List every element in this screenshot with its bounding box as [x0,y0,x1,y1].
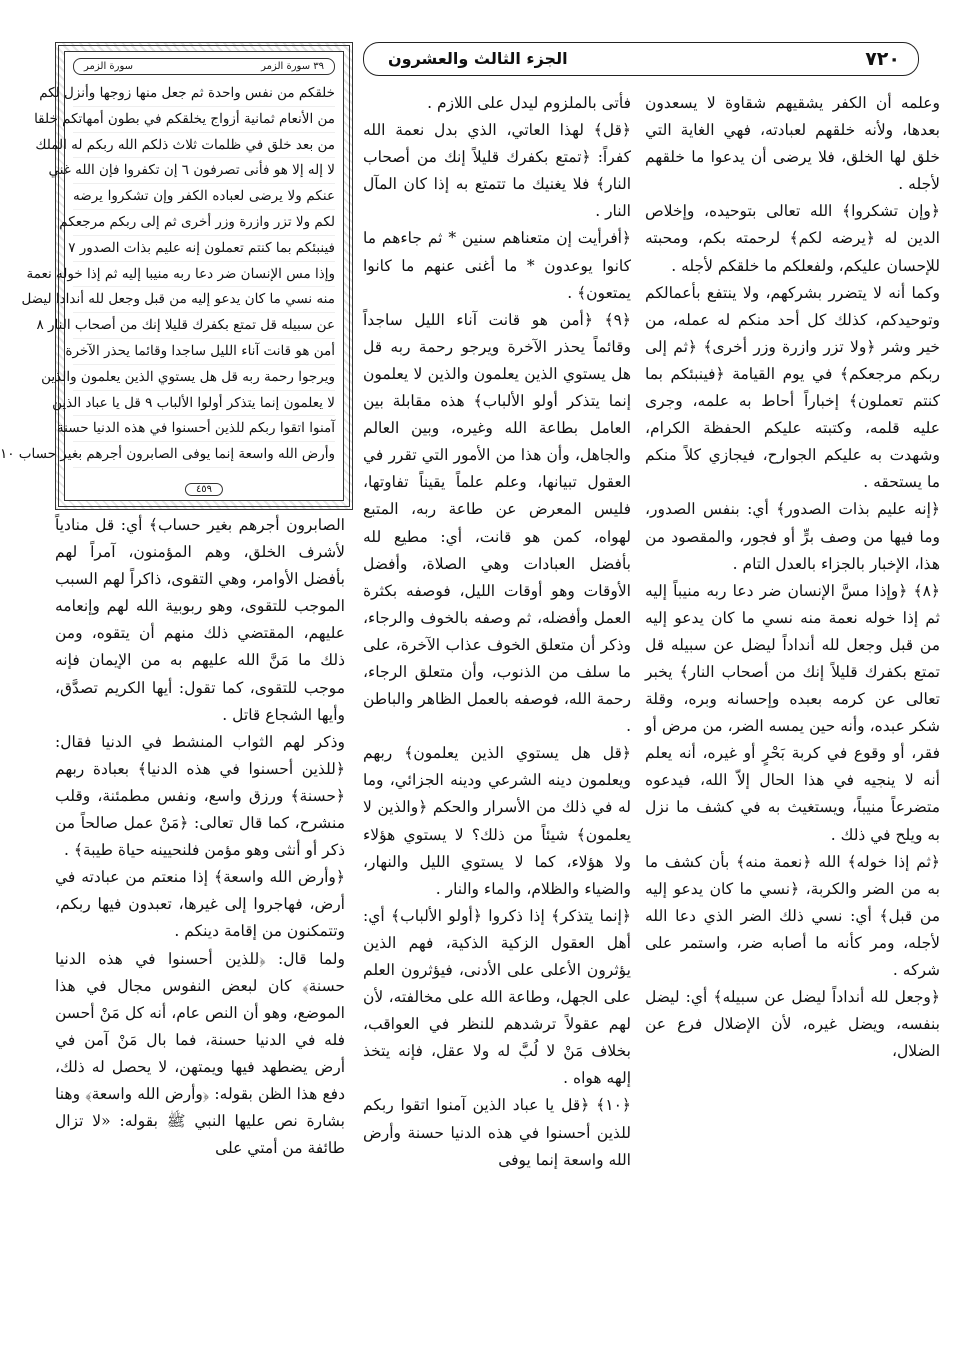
quran-line: أمن هو قانت آناء الليل ساجدا وقائما يحذر الآخرة [73,339,335,365]
page-number: ٧٢٠ [865,48,900,70]
quran-line: ويرجوا رحمة ربه قل هل يستوي الذين يعلمون والذين [73,365,335,391]
column-left [55,512,345,1162]
quran-line: وأرض الله واسعة إنما يوفى الصابرون أجرهم بغير حساب ١٠ [73,442,335,468]
quran-page-number: ٤٥٩ [185,483,223,496]
paragraph: ولما قال: ﴿للذين أحسنوا في هذه الدنيا حسنة﴾ كان لبعض النفوس مجال في هذا الموضع، وهو أن النص عام، أنه كل مَنْ أحسن فله في الدنيا حسنة، فما بال مَنْ آمن في أرض يضطهد فيها ويمتهن، لا يحصل له ذلك، دفع هذا الظن بقوله: ﴿وأرض الله واسعة﴾ وهنا بشارة نص عليها النبي ﷺ بقوله: «لا تزال طائفة من أمتي على [55,949,345,1158]
quran-text-box [0,42,353,510]
paragraph: ﴿٨﴾ ﴿وإذا مسَّ الإنسان ضر دعا ربه منيباً إليه ثم إذا خوله نعمة منه نسي ما كان يدعو إليه من قبل وجعل لله أنداداً ليضل عن سبيله قل تمتع بكفرك قليلاً إنك من أصحاب النار﴾ يخبر تعالى عن كرمه بعبده وإحسانه وبره، وقلة شكر عبده، وأنه حين يمسه الضر، من مرض أو فقر، أو وقوع في كربة بَحْرٍ أو غيره، أنه يعلم أنه لا ينجيه في هذا الحال إلاّ الله، فيدعوه متضرعاً منيباً، ويستغيث به في كشف ما نزل به ويلح في ذلك . [645,581,940,844]
quran-line: خلقكم من نفس واحدة ثم جعل منها زوجها وأنزل لكم [73,81,335,107]
paragraph: ﴿وجعل لله أنداداً ليضل عن سبيله﴾ أي: ليضل بنفسه، ويضل غيره، لأن الإضلال فرع عن الضلال، [645,988,940,1061]
paragraph: ﴿٩﴾ ﴿أمن هو قانت آناء الليل ساجداً وقائماً يحذر الآخرة ويرجو رحمة ربه قل هل يستوي الذين يعلمون والذين لا يعلمون إنما يتذكر أولو الألباب﴾ هذه مقابلة بين العامل بطاعة الله وغيره، وبين العالم والجاهل، وأن هذا من الأمور التي تقرر في العقول تبيانها، وعلم علماً يقيناً تفاوتها، فليس المعرض عن طاعة ربه، المتبع لهواه، كمن هو قانت، أي: مطيع لله بأفضل العبادات وهي الصلاة، وأفضل الأوقات وهو أوقات الليل، فوصفه بكثرة العمل وأفضله، ثم وصفه بالخوف والرجاء، وذكر أن متعلق الخوف عذاب الآخرة، على ما سلف من الذنوب، وأن متعلق الرجاء، رحمة الله، فوصفه بالعمل الظاهر والباطن . [363,310,631,736]
paragraph: ﴿ثم إذا خوله﴾ الله ﴿نعمة منه﴾ بأن كشف ما به من الضر والكربة، ﴿نسي ما كان يدعو إليه من قبل﴾ أي: نسي ذلك الضر الذي دعا الله لأجله، ومر كأنه ما أصابه ضر، واستمر على شركه . [645,852,940,979]
paragraph: وكما أنه لا يتضرر بشركهم، ولا ينتفع بأعمالكم وتوحيدكم، كذلك كل أحد منكم له عمله، من خير وشر ﴿ولا تزر وازرة وزر أخرى﴾ ﴿ثم إلى ربكم مرجعكم﴾ في يوم القيامة ﴿فينبئكم بما كنتم تعملون﴾ إخباراً أحاط به علمه، وجرى عليه قلمه، وكتبته عليكم الحفظة الكرام، وشهدت به عليكم الجوارح، فيجازي كلاً منكم ما يستحقه . [645,283,940,492]
quran-line: وإذا مس الإنسان ضر دعا ربه منيبا إليه ثم إذا خوله نعمة [73,262,335,288]
paragraph: ﴿وأرض الله واسعة﴾ إذا منعتم من عبادته في أرض، فهاجروا إلى غيرها، تعبدون فيها ربكم، وتتمكنون من إقامة دينكم . [55,868,345,941]
column-right [645,90,940,1065]
quran-line: من الأنعام ثمانية أزواج يخلقكم في بطون أمهاتكم خلقا [73,107,335,133]
paragraph: الصابرون أجرهم بغير حساب﴾ أي: قل منادياً لأشرف الخلق، وهم المؤمنون، آمراً لهم بأفضل الأوامر، وهي التقوى، ذاكراً لهم السبب الموجب للتقوى، وهو ربوبية الله لهم وإنعامه عليهم، المقتضي ذلك منهم أن يتقوه، ومن ذلك ما مَنَّ الله عليهم به من الإيمان فإنه موجب للتقوى، كما تقول: أيها الكريم تصدَّق، وأيها الشجاع قاتل . [55,516,345,724]
quran-line: لا إله إلا هو فأنى تصرفون ٦ إن تكفروا فإن الله غني [73,158,335,184]
paragraph: ﴿قل هل يستوي الذين يعلمون﴾ ربهم ويعلمون دينه الشرعي ودينه الجزائي، وما له في ذلك من الأسرار والحكم ﴿والذين لا يعلمون﴾ شيئاً من ذلك؟ لا يستوي هؤلاء ولا هؤلاء، كما لا يستوي الليل والنهار، والضياء والظلام، والماء والنار . [363,744,631,898]
quran-line: لكم ولا تزر وازرة وزر أخرى ثم إلى ربكم مرجعكم [73,210,335,236]
paragraph: ﴿إنه عليم بذات الصدور﴾ أي: بنفس الصدور، وما فيها من وصف برٍّ أو فجور، والمقصود من هذا، الإخبار بالجزاء بالعدل التام . [645,500,940,573]
paragraph: وذكر لهم الثواب المنشط في الدنيا فقال: ﴿للذين أحسنوا في هذه الدنيا﴾ بعبادة ربهم ﴿حسنة﴾ ورزق واسع، ونفس مطمئنة، وقلب منشرح، كما قال تعالى: ﴿مَنْ عمل صالحاً من ذكر أو أنثى وهو مؤمن فلنحيينه حياة طيبة﴾ . [55,732,345,860]
paragraph: ﴿وإن تشكروا﴾ الله تعالى بتوحيده، وإخلاص الدين له ﴿يرضه لكم﴾ لرحمته بكم، ومحبته للإحسان عليكم، ولفعلكم ما خلقكم لأجله . [645,202,940,275]
quran-page-label: ٣٩ سورة الزمر [261,61,324,72]
paragraph: ﴿أفرأيت إن متعناهم سنين * ثم جاءهم ما كانوا يوعدون * ما أغنى عنهم ما كانوا يمتعون﴾ . [363,229,631,302]
quran-box-header [73,58,335,75]
paragraph: ﴿إنما يتذكر﴾ إذا ذكروا ﴿أولو الألباب﴾ أي: أهل العقول الزكية الذكية، فهم الذين يؤثرون الأعلى على الأدنى، فيؤثرون العلم على الجهل، وطاعة الله على مخالفته، لأن لهم عقولاً ترشدهم للنظر في العواقب، بخلاف مَنْ لا لُبَّ له ولا عقل، فإنه يتخذ إلهه هواه . [363,906,631,1088]
paragraph: ﴿قل﴾ لهذا العاتي، الذي بدل نعمة الله كفراً: ﴿تمتع بكفرك قليلاً إنك من أصحاب النار﴾ فلا يغنيك ما تتمتع به إذا كان المآل النار . [363,121,631,221]
paragraph: ﴿١٠﴾ ﴿قل يا عباد الذين آمنوا اتقوا ربكم للذين أحسنوا في هذه الدنيا حسنة وأرض الله واسعة إنما يوفى [363,1096,631,1169]
quran-line: فينبئكم بما كنتم تعملون إنه عليم بذات الصدور ٧ [73,236,335,262]
quran-line: منه نسي ما كان يدعو إليه من قبل وجعل لله أندادا ليضل [73,287,335,313]
quran-line: لا يعلمون إنما يتذكر أولوا الألباب ٩ قل يا عباد الذين [73,391,335,417]
paragraph: فأتى بالملزوم ليدل على اللازم . [427,94,631,112]
paragraph: وعلمه أن الكفر يشقيهم شقاوة لا يسعدون بعدها، ولأنه خلقهم لعبادته، فهي الغاية التي خلق لها الخلق، فلا يرضى أن يدعوا ما خلقهم لأجله . [645,94,940,194]
quran-line: آمنوا اتقوا ربكم للذين أحسنوا في هذه الدنيا حسنة [73,416,335,442]
surah-label: سورة الزمر [84,61,134,72]
page-header [363,42,919,76]
part-title: الجزء الثالث والعشرون [388,49,568,68]
quran-line: من بعد خلق في ظلمات ثلاث ذلكم الله ربكم له الملك [73,133,335,159]
quran-lines [0,81,335,468]
quran-line: عن سبيله قل تمتع بكفرك قليلا إنك من أصحاب النار ٨ [73,313,335,339]
quran-line: عنكم ولا يرضى لعباده الكفر وإن تشكروا يرضه [73,184,335,210]
column-middle [363,90,631,1174]
